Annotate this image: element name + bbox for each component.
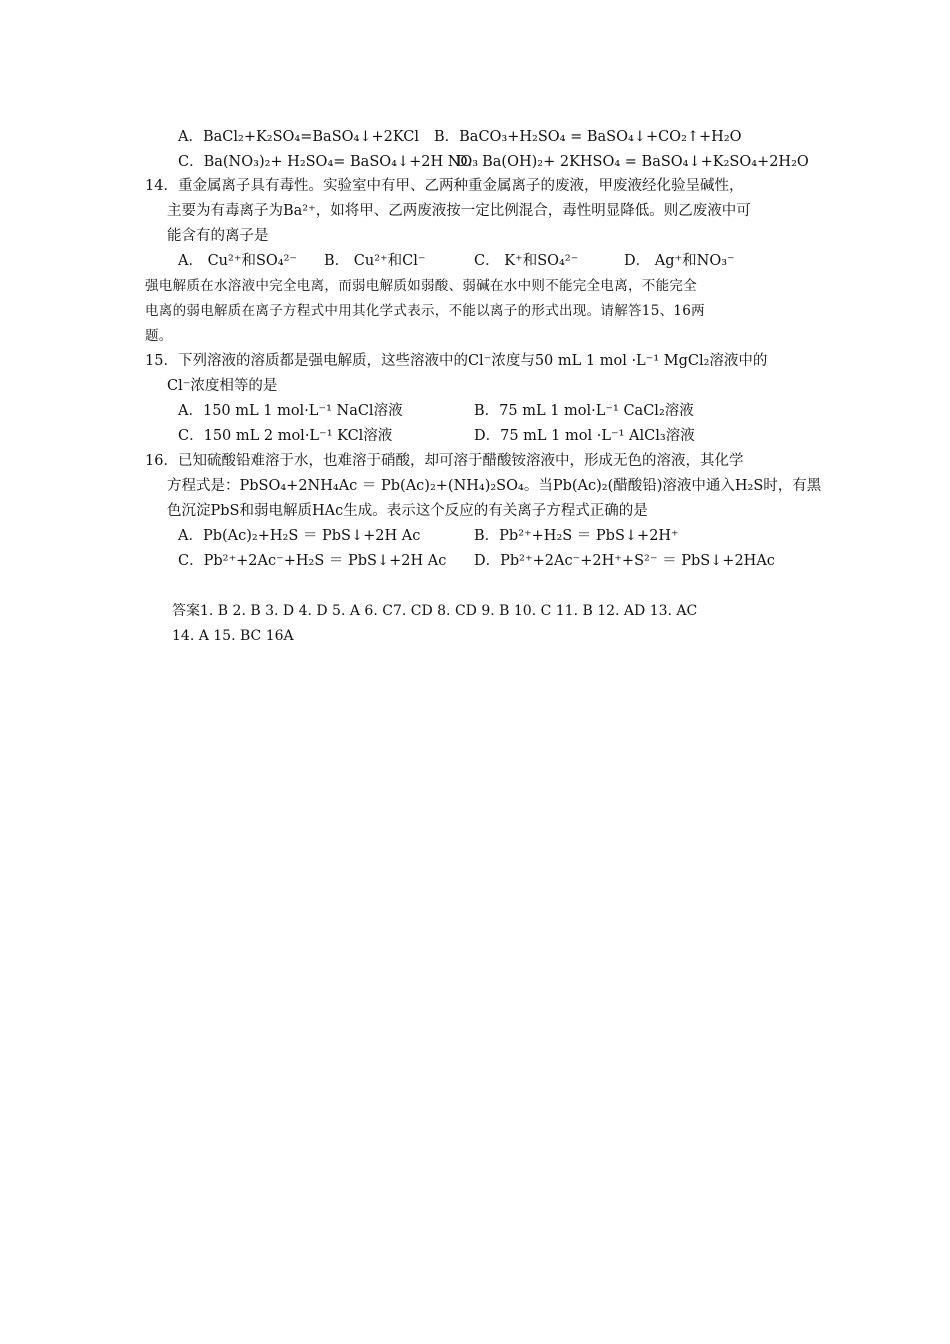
q16-option-c: C．Pb²⁺+2Ac⁻+H₂S ＝ PbS↓+2H Ac (178, 553, 447, 569)
q14-option-d: D． Ag⁺和NO₃⁻ (624, 253, 735, 269)
q15-options-row-2 (178, 425, 695, 447)
q15-stem-line-1: 15．下列溶液的溶质都是强电解质，这些溶液中的Cl⁻浓度与50 mL 1 mol ·L⁻¹ MgCl₂溶液中的 (145, 353, 768, 369)
q16-options-row-2 (178, 550, 775, 572)
q15-option-d: D．75 mL 1 mol ·L⁻¹ AlCl₃溶液 (474, 428, 695, 444)
q15-option-a: A．150 mL 1 mol·L⁻¹ NaCl溶液 (178, 403, 403, 419)
q13-option-d: D．Ba(OH)₂+ 2KHSO₄ = BaSO₄↓+K₂SO₄+2H₂O (456, 154, 809, 170)
q14-stem-line-3: 能含有的离子是 (167, 228, 269, 244)
q13-option-b: B．BaCO₃+H₂SO₄ = BaSO₄↓+CO₂↑+H₂O (434, 129, 742, 145)
q16-option-b: B．Pb²⁺+H₂S ＝ PbS↓+2H⁺ (474, 528, 679, 544)
q16-stem-line-3: 色沉淀PbS和弱电解质HAc生成。表示这个反应的有关离子方程式正确的是 (167, 503, 648, 519)
q14-stem-line-2: 主要为有毒离子为Ba²⁺，如将甲、乙两废液按一定比例混合，毒性明显降低。则乙废液中可 (167, 203, 751, 219)
q14-options-row (178, 250, 735, 272)
q15-option-b: B．75 mL 1 mol·L⁻¹ CaCl₂溶液 (474, 403, 694, 419)
note-line-2: 电离的弱电解质在离子方程式中用其化学式表示，不能以离子的形式出现。请解答15、16两 (145, 303, 705, 319)
answer-key-line-1: 答案1. B 2. B 3. D 4. D 5. A 6. C7. CD 8. CD 9. B 10. C 11. B 12. AD 13. AC (172, 603, 698, 619)
q16-options-row-1 (178, 525, 679, 547)
q15-options-row-1 (178, 400, 694, 422)
note-line-3: 题。 (145, 328, 173, 344)
q16-stem-line-1: 16．已知硫酸铅难溶于水，也难溶于硝酸，却可溶于醋酸铵溶液中，形成无色的溶液，其化学 (145, 453, 744, 469)
q14-option-a: A． Cu²⁺和SO₄²⁻ (178, 253, 298, 269)
q13-option-c: C．Ba(NO₃)₂+ H₂SO₄= BaSO₄↓+2H NO₃ (178, 154, 479, 170)
answer-key-line-2: 14. A 15. BC 16A (172, 628, 294, 644)
q15-option-c: C．150 mL 2 mol·L⁻¹ KCl溶液 (178, 428, 393, 444)
q13-options-row-2 (178, 151, 809, 173)
q13-option-a: A．BaCl₂+K₂SO₄=BaSO₄↓+2KCl (178, 129, 420, 145)
q16-stem-line-2: 方程式是：PbSO₄+2NH₄Ac ＝ Pb(Ac)₂+(NH₄)₂SO₄。当Pb(Ac)₂(醋酸铅)溶液中通入H₂S时，有黑 (167, 478, 822, 494)
q14-option-c: C． K⁺和SO₄²⁻ (474, 253, 579, 269)
q14-stem-line-1: 14．重金属离子具有毒性。实验室中有甲、乙两种重金属离子的废液，甲废液经化验呈碱性， (145, 178, 744, 194)
q16-option-d: D．Pb²⁺+2Ac⁻+2H⁺+S²⁻ ＝ PbS↓+2HAc (474, 553, 775, 569)
note-line-1: 强电解质在水溶液中完全电离，而弱电解质如弱酸、弱碱在水中则不能完全电离，不能完全 (145, 278, 697, 294)
q15-stem-line-2: Cl⁻浓度相等的是 (167, 378, 278, 394)
q14-option-b: B． Cu²⁺和Cl⁻ (324, 253, 426, 269)
q13-options-row-1 (178, 126, 742, 148)
q16-option-a: A．Pb(Ac)₂+H₂S ＝ PbS↓+2H Ac (178, 528, 421, 544)
